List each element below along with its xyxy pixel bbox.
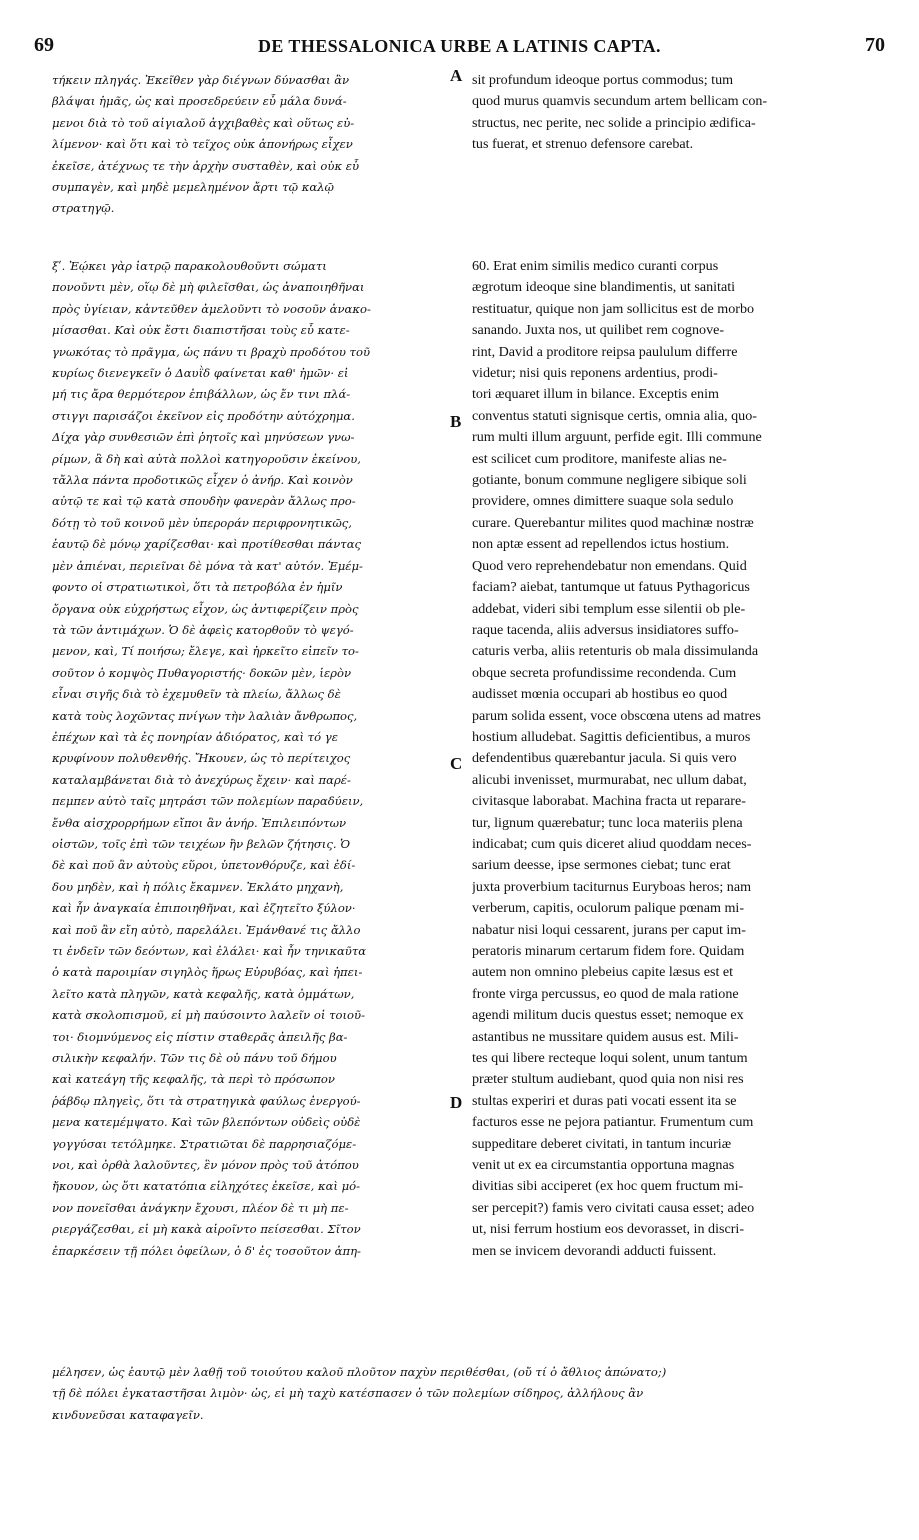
text-line: φοντο οἱ στρατιωτικοὶ, ὅτι τὰ πετροβόλα ἐν ἡμῖν <box>52 580 343 595</box>
text-line: restituatur, quique non jam sollicitus est de morbo <box>472 300 755 317</box>
latin-column-top <box>472 70 880 156</box>
text-line: πονοῦντι μὲν, οἵῳ δὲ μὴ φιλεῖσθαι, ὡς ἀναποιηθῆναι <box>52 280 365 295</box>
text-line: μὲν ἀπιέναι, περιεῖναι δὲ μόνα τὰ κατ' αὐτόν. Ἐμέμ- <box>52 558 363 573</box>
text-line: γνωκότας τὸ πρᾶγμα, ὡς πάνυ τι βραχὺ προδότου τοῦ <box>52 344 371 359</box>
text-line: facturos esse ne pejora patiantur. Frumentum cum <box>472 1114 754 1131</box>
text-line: κυρίως διενεγκεῖν ὁ Δαυῒδ φαίνεται καθ' ἡμῶν· εἰ <box>52 366 349 381</box>
latin-column-main <box>472 256 880 1262</box>
text-line: tes qui libere recteque loqui solent, unum tantum <box>472 1050 748 1067</box>
greek-column-top <box>52 70 458 220</box>
text-line: tus fuerat, et strenuo defensore carebat. <box>472 136 694 153</box>
text-line: defendentibus quærebantur jacula. Si quis vero <box>472 750 737 767</box>
text-line: συμπαγὲν, καὶ μηδὲ μεμελημένον ἄρτι τῷ καλῷ <box>52 180 334 195</box>
text-line: suppeditare deberet civitati, in tantum incuriæ <box>472 1135 732 1152</box>
text-line: στρατηγῷ. <box>52 201 115 216</box>
text-line: sanando. Juxta nos, ut quilibet rem cognove- <box>472 322 725 339</box>
text-line: tur, lignum quærebatur; tunc loca materiis plena <box>472 814 743 831</box>
text-line: μενοι διὰ τὸ τοῦ αἰγιαλοῦ ἀγχιβαθὲς καὶ οὕτως εὐ- <box>52 115 355 130</box>
text-line: τὰ τῶν ἀντιμάχων. Ὁ δὲ ἀφεὶς κατορθοῦν τὸ ψεγό- <box>52 622 354 637</box>
text-line: verberum, capitis, oculorum palique pœnam mi- <box>472 900 745 917</box>
text-line: agendi militum ducis questus esset; nemoque ex <box>472 1007 744 1024</box>
text-line: κινδυνεῦσαι καταφαγεῖν. <box>52 1407 204 1422</box>
text-line: conventus statuti signisque certis, omnia alia, quo- <box>472 407 757 424</box>
section-marker-a: A <box>450 66 463 85</box>
text-line: μενον, καὶ, Τί ποιήσω; ἔλεγε, καὶ ἠρκεῖτο εἰπεῖν το- <box>52 644 359 659</box>
text-line: μή τις ἄρα θερμότερον ἐπιβάλλων, ὡς ἔν τινι πλά- <box>52 387 351 402</box>
text-line: οἰστῶν, τοῖς ἐπὶ τῶν τειχέων ἢν βελῶν ζήτησις. Ὁ <box>52 836 351 851</box>
text-line: τήκειν πληγάς. Ἐκεῖθεν γὰρ διέγνων δύνασθαι ἂν <box>52 73 350 87</box>
text-line: τῇ δὲ πόλει ἐγκαταστῆσαι λιμὸν· ὡς, εἰ μὴ ταχὺ κατέσπασεν ὁ τῶν πολεμίων σίδηρος, ἀλλήλους ἂν <box>52 1386 644 1401</box>
text-line: sit profundum ideoque portus commodus; tum <box>472 72 734 88</box>
text-line: σιλικὴν κεφαλήν. Τῶν τις δὲ οὐ πάνυ τοῦ δήμου <box>52 1051 337 1066</box>
text-line: λεῖτο κατὰ πληγῶν, κατὰ κεφαλῆς, κατὰ ὀμμάτων, <box>52 986 355 1001</box>
text-line: δότῃ τὸ τοῦ κοινοῦ μὲν ὑπεροράν περιφρονητικῶς, <box>52 515 352 530</box>
text-line: στιγγι παρισάζοι ἐκεῖνον εἰς προδότην αὐτόχρημα. <box>52 408 355 423</box>
text-line: curare. Querebantur milites quod machinæ nostræ <box>472 514 754 531</box>
text-line: καὶ ἦν ἀναγκαία ἐπιποιηθῆναι, καὶ ἐζητεῖτο ξύλον· <box>52 901 356 916</box>
text-line: εἶναι σιγῆς διὰ τὸ ἐχεμυθεῖν τὰ πλείω, ἄλλως δὲ <box>52 687 341 702</box>
text-line: τἄλλα πάντα προδοτικῶς εἶχεν ὁ ἀνήρ. Καὶ κοινὸν <box>52 473 353 488</box>
text-line: indicabat; cum quis diceret aliud quoddam neces- <box>472 835 752 852</box>
text-line: juxta proverbium taciturnus Euryboas heros; nam <box>472 878 752 895</box>
text-line: βλάψαι ἡμᾶς, ὡς καὶ προσεδρεύειν εὖ μάλα δυνά- <box>52 94 347 109</box>
text-line: providere, omnes dimittere suaque sola sedulo <box>472 493 734 510</box>
running-header <box>34 34 885 60</box>
text-line: venit ut ex ea circumstantia opportuna magnas <box>472 1157 735 1174</box>
text-line: quod murus quamvis secundum artem bellicam con- <box>472 93 768 110</box>
text-line: σοῦτον ὁ κομψὸς Πυθαγοριστής· δοκῶν μὲν, ἱερὸν <box>52 665 352 680</box>
text-line: præter stultum audiebant, quod quia non nisi res <box>472 1071 744 1088</box>
text-line: ὄργανα οὐκ εὐχρήστως εἶχον, ὡς ἀντιφερίζειν πρὸς <box>52 601 359 616</box>
text-line: νον πονεῖσθαι ἀνάγκην ἔχουσι, πλέον δὲ τι μὴ πε- <box>52 1200 349 1215</box>
text-line: obque secreta profundissime recondenda. Cum <box>472 664 737 681</box>
text-line: αὐτῷ τε καὶ τῷ κατὰ σπουδὴν φανερὰν ἄλλως προ- <box>52 494 356 509</box>
text-line: γογγύσαι τετόλμηκε. Στρατιῶται δὲ παρρησιαζόμε- <box>52 1136 357 1151</box>
text-line: δου μηδὲν, καὶ ἡ πόλις ἔκαμνεν. Ἐκλάτο μηχανὴ, <box>52 879 344 894</box>
text-line: Quod vero reprehendebatur non emendans. Quid <box>472 557 747 574</box>
text-line: πεμπεν αὐτὸ ταῖς μητράσι τῶν πολεμίων παραδύειν, <box>52 794 364 809</box>
section-marker-c: C <box>450 754 463 773</box>
text-line: faciam? aiebat, tantumque ut fatuus Pythagoricus <box>472 579 750 596</box>
text-line: ser percepit?) famis vero civitati causa esset; adeo <box>472 1199 755 1216</box>
text-line: δὲ καὶ ποῦ ἂν αὐτοὺς εὕροι, ὑπετονθόρυζε, καὶ ἐδί- <box>52 858 356 873</box>
running-title: DE THESSALONICA URBE A LATINIS CAPTA. <box>258 36 661 56</box>
section-marker-d: D <box>450 1093 463 1112</box>
text-line: peratoris minarum certarum fidem fore. Quidam <box>472 943 745 959</box>
text-line: καὶ ποῦ ἂν εἴη αὐτὸ, παρελάλει. Ἐμάνθανέ τις ἄλλο <box>52 922 361 937</box>
text-line: ægrotum ideoque sine blandimentis, ut sanitati <box>472 279 736 296</box>
text-line: ἐκεῖσε, ἀτέχνως τε τὴν ἀρχὴν συσταθὲν, καὶ οὐκ εὖ <box>52 158 360 173</box>
text-line: astantibus ne mussitare quidem ausus est. Mili- <box>472 1028 739 1045</box>
text-line: κατὰ τοὺς λοχῶντας πνίγων τὴν λαλιὰν ἄνθρωπος, <box>52 708 358 723</box>
text-line: μενα κατεμέμψατο. Καὶ τῶν βλεπόντων οὐδεὶς οὐδὲ <box>52 1115 361 1130</box>
page-number-right: 70 <box>865 34 885 56</box>
text-line: rint, David a proditore reipsa paululum differre <box>472 343 738 360</box>
text-line: μέλησεν, ὡς ἑαυτῷ μὲν λαθῇ τοῦ τοιούτου καλοῦ πλοῦτον παχὺν περιθέσθαι, (οὔ τί ὁ ἄθλιος ἀπώνατο;) <box>52 1365 667 1379</box>
text-line: ῥάβδῳ πληγεὶς, ὅτι τὰ στρατηγικὰ φαύλως ἐνεργού- <box>52 1093 361 1108</box>
text-line: ρίμων, ἃ δὴ καὶ αὐτὰ πολλοὶ κατηγοροῦσιν ἐκείνου, <box>52 451 361 466</box>
greek-full-width-paragraph <box>52 1362 892 1426</box>
text-line: ut, nisi ferrum hostium eos devorasset, in discri- <box>472 1221 745 1238</box>
text-line: stultas experiri et duras pati vocati essent ita se <box>472 1092 737 1109</box>
text-line: civitasque laborabat. Machina fracta ut reparare- <box>472 793 746 810</box>
text-line: καταλαμβάνεται διὰ τὸ ἀνεχύρως ἔχειν· καὶ παρέ- <box>52 772 351 787</box>
text-line: κρυφίνουν πολυθενθής. Ἤκουεν, ὡς τὸ περίτειχος <box>52 751 351 766</box>
text-line: ξʹ. Ἐῴκει γὰρ ἰατρῷ παρακολουθοῦντι σώματι <box>52 259 327 273</box>
text-line: fronte virga percussus, eo quod de mala ratione <box>472 985 739 1002</box>
text-line: ἑαυτῷ δὲ μόνῳ χαρίζεσθαι· καὶ προτίθεσθαι πάντας <box>52 537 362 552</box>
text-line: ὁ κατὰ παροιμίαν σιγηλὸς ἥρως Εὐρυβόας, καὶ ἠπει- <box>52 965 363 980</box>
greek-column-main <box>52 256 458 1262</box>
text-line: νοι, καὶ ὀρθὰ λαλοῦντες, ἓν μόνον πρὸς τοῦ ἀτόπου <box>52 1158 359 1173</box>
page-number-left: 69 <box>34 34 54 56</box>
text-line: ἐπέχων καὶ τὰ ἐς πονηρίαν ἀδιόρατος, καὶ τό γε <box>52 729 338 744</box>
text-line: est scilicet cum proditore, manifeste alias ne- <box>472 450 727 467</box>
text-line: πρὸς ὑγίειαν, κἀντεῦθεν ἀμελοῦντι τὸ νοσοῦν ἀνακο- <box>52 301 371 316</box>
text-line: καὶ κατεάγη τῆς κεφαλῆς, τὰ περὶ τὸ πρόσωπον <box>52 1072 335 1087</box>
text-line: tori æquaret illum in bilance. Exceptis enim <box>472 386 719 403</box>
text-line: κατὰ σκολοπισμοῦ, εἰ μὴ παύσοιντο λαλεῖν οἱ τοιοῦ- <box>52 1008 366 1023</box>
text-line: ριεργάζεσθαι, εἰ μὴ κακὰ αἱροῖντο πείσεσθαι. Σῖτον <box>52 1222 361 1237</box>
text-line: caturis verba, aliis retenturis ob mala dissimulanda <box>472 643 759 660</box>
text-line: autem non omnino plebeius capite læsus est et <box>472 964 734 981</box>
text-line: ἔνθα αἰσχρορρήμων εἴποι ἂν ἀνήρ. Ἐπιλειπόντων <box>52 815 347 830</box>
text-line: sarium deesse, ipse sermones ciebat; tunc erat <box>472 857 731 874</box>
text-line: videtur; nisi quis reponens ardentius, prodi- <box>472 365 718 382</box>
text-line: audisset mœnia occupari ab hostibus eo quod <box>472 686 728 703</box>
text-line: men se invicem devorandi adducti fuissent. <box>472 1242 717 1259</box>
text-line: gotiante, bonum commune negligere sibique soli <box>472 472 747 489</box>
text-line: ἐπαρκέσειν τῇ πόλει ὀφείλων, ὁ δ' ἐς τοσοῦτον ἀπη- <box>52 1243 361 1258</box>
text-line: nabatur nisi loqui cessarent, jurans per caput im- <box>472 921 746 938</box>
text-line: non aptæ essent ad repellendos ictus hostium. <box>472 536 730 553</box>
text-line: structus, nec perite, nec solide a principio ædifica- <box>472 114 756 131</box>
text-line: τοι· διομνύμενος εἰς πίστιν σταθερᾶς ἀπειλῆς βα- <box>52 1029 348 1044</box>
text-line: τι ἐνδεῖν τῶν δεόντων, καὶ ἐλάλει· καὶ ἦν τηνικαῦτα <box>52 944 367 958</box>
text-line: hostium alludebat. Sagittis deficientibus, a muros <box>472 728 751 745</box>
text-line: addebat, videri sibi templum esse silentii ob ple- <box>472 600 746 617</box>
text-line: alicubi invenisset, murmurabat, nec ullum dabat, <box>472 771 747 788</box>
text-line: raque tacenda, aliis adversus insidiatores suffo- <box>472 621 739 638</box>
text-line: ἤκουον, ὡς ὅτι κατατόπια εἰληχότες ἐκεῖσε, καὶ μό- <box>52 1179 361 1194</box>
section-marker-b: B <box>450 412 462 431</box>
text-line: Δίχα γὰρ συνθεσιῶν ἐπὶ ῥητοῖς καὶ μηνύσεων γνω- <box>52 430 355 445</box>
text-line: μίσασθαι. Καὶ οὐκ ἔστι διαπιστῆσαι τοὺς εὖ κατε- <box>52 323 350 338</box>
text-line: divitias sibi acciperet (ex hoc quem fructum mi- <box>472 1178 744 1195</box>
text-line: 60. Erat enim similis medico curanti corpus <box>472 258 719 274</box>
text-line: parum solida essent, voce obscœna utens ad matres <box>472 707 761 724</box>
text-line: rum multi illum arguunt, perfide egit. Illi commune <box>472 429 762 446</box>
text-line: λίμενον· καὶ ὅτι καὶ τὸ τεῖχος οὐκ ἀπονήρως εἶχεν <box>52 137 353 152</box>
